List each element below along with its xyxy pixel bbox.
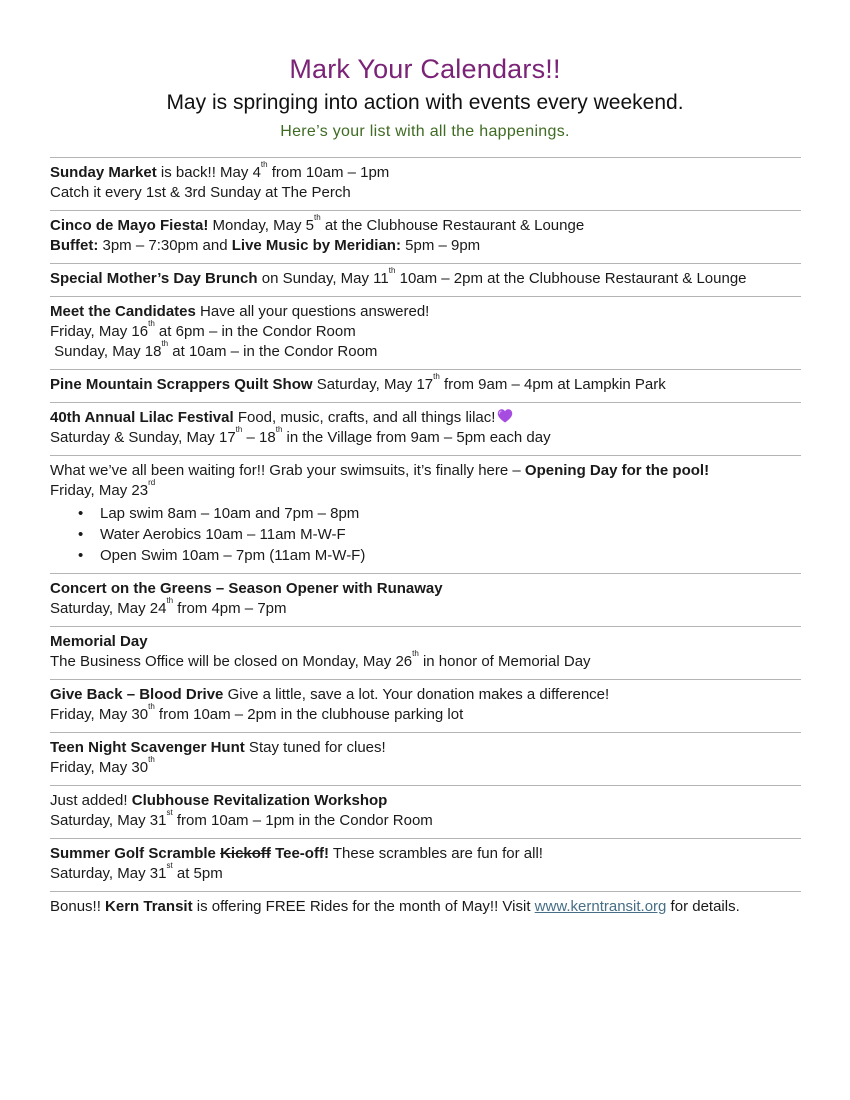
- pool-schedule-list: [50, 503, 801, 566]
- buffet-label: Buffet:: [50, 237, 99, 254]
- event-line: [50, 425, 801, 448]
- event-name-suffix: Tee-off!: [270, 845, 329, 862]
- event-text: – 18: [242, 429, 276, 446]
- list-item: • Water Aerobics 10am – 11am M-W-F: [100, 524, 801, 545]
- event-text: Give a little, save a lot. Your donation makes a difference!: [223, 686, 610, 703]
- event-name: Special Mother’s Day Brunch: [50, 270, 258, 287]
- event-line: [50, 213, 801, 236]
- event-text: at 5pm: [172, 865, 223, 882]
- event-name: Concert on the Greens – Season Opener with Runaway: [50, 580, 443, 597]
- event-text: in honor of Memorial Day: [418, 653, 591, 670]
- event-text: from 10am – 1pm in the Condor Room: [172, 812, 433, 829]
- event-line: [50, 596, 801, 619]
- event-name: Teen Night Scavenger Hunt: [50, 739, 245, 756]
- event-text: The Business Office will be closed on Monday, May 26: [50, 653, 413, 670]
- list-item: • Open Swim 10am – 7pm (11am M-W-F): [100, 545, 801, 566]
- event-pool-opening: [50, 455, 801, 573]
- event-line: [50, 755, 801, 778]
- event-text: at 10am – in the Condor Room: [168, 343, 378, 360]
- event-text: 3pm – 7:30pm and: [98, 237, 232, 254]
- event-line: [50, 649, 801, 672]
- ordinal-suffix: th: [433, 372, 440, 381]
- music-label: Live Music by Meridian:: [231, 237, 401, 254]
- event-name: 40th Annual Lilac Festival: [50, 409, 234, 426]
- ordinal-suffix: th: [388, 266, 396, 275]
- event-list: [50, 157, 801, 924]
- event-name: Opening Day for the pool!: [524, 462, 710, 479]
- event-line: [50, 738, 801, 758]
- event-memorial-day: [50, 626, 801, 679]
- event-text: Stay tuned for clues!: [244, 739, 386, 756]
- event-line: [50, 844, 801, 864]
- event-line: [50, 579, 801, 599]
- ordinal-suffix: st: [166, 861, 173, 870]
- event-line: [50, 897, 801, 917]
- event-name: Kern Transit: [105, 898, 193, 915]
- event-text: Just added!: [50, 792, 132, 809]
- event-text: Sunday, May 18: [50, 343, 162, 360]
- event-mothers-day-brunch: [50, 263, 801, 296]
- event-text: Saturday, May 17: [312, 376, 434, 393]
- event-line: [50, 408, 801, 428]
- event-text: on Sunday, May 11: [257, 270, 389, 287]
- event-text: 5pm – 9pm: [400, 237, 481, 254]
- event-text: Friday, May 30: [50, 706, 149, 723]
- event-text: Saturday, May 31: [50, 865, 167, 882]
- header: [0, 52, 850, 144]
- event-line: [50, 685, 801, 705]
- event-lilac-festival: [50, 402, 801, 455]
- event-text: is back!! May 4: [156, 164, 261, 181]
- event-line: [50, 702, 801, 725]
- event-text: Monday, May 5: [208, 217, 314, 234]
- event-text: What we’ve all been waiting for!! Grab your swimsuits, it’s finally here –: [50, 462, 525, 479]
- event-concert-on-the-greens: [50, 573, 801, 626]
- ordinal-suffix: rd: [148, 478, 156, 487]
- ordinal-suffix: th: [260, 160, 268, 169]
- event-text: Food, music, crafts, and all things lilac!: [233, 409, 496, 426]
- event-sunday-market: [50, 157, 801, 210]
- event-line: [50, 461, 801, 481]
- event-text: Have all your questions answered!: [195, 303, 430, 320]
- event-text: at the Clubhouse Restaurant & Lounge: [320, 217, 585, 234]
- event-name: Memorial Day: [50, 633, 148, 650]
- ordinal-suffix: th: [235, 425, 243, 434]
- ordinal-suffix: th: [412, 649, 419, 658]
- event-name: Meet the Candidates: [50, 303, 196, 320]
- event-quilt-show: [50, 369, 801, 402]
- ordinal-suffix: th: [313, 213, 321, 222]
- event-line: [50, 478, 801, 501]
- event-text: for details.: [666, 898, 740, 915]
- event-line: [50, 791, 801, 811]
- page-title: Mark Your Calendars!!: [289, 54, 561, 84]
- purple-heart-icon: [497, 408, 513, 424]
- event-line: [50, 808, 801, 831]
- event-name: Pine Mountain Scrappers Quilt Show: [50, 376, 313, 393]
- event-name: Sunday Market: [50, 164, 157, 181]
- event-text: from 10am – 2pm in the clubhouse parking lot: [154, 706, 464, 723]
- event-text: Saturday, May 24: [50, 600, 167, 617]
- event-text: Saturday, May 31: [50, 812, 167, 829]
- event-text: These scrambles are fun for all!: [328, 845, 543, 862]
- event-text: 10am – 2pm at the Clubhouse Restaurant & Lounge: [395, 270, 747, 287]
- event-line: [50, 160, 801, 183]
- event-meet-the-candidates: [50, 296, 801, 369]
- event-line: [50, 632, 801, 652]
- ordinal-suffix: st: [166, 808, 173, 817]
- event-name: Cinco de Mayo Fiesta!: [50, 217, 209, 234]
- event-line: [50, 861, 801, 884]
- event-text: Friday, May 16: [50, 323, 149, 340]
- event-name: Clubhouse Revitalization Workshop: [131, 792, 388, 809]
- event-kern-transit: [50, 891, 801, 924]
- event-text: is offering FREE Rides for the month of May!! Visit: [192, 898, 535, 915]
- event-text: Bonus!!: [50, 898, 106, 915]
- event-line: [50, 339, 801, 362]
- event-scavenger-hunt: [50, 732, 801, 785]
- page-tagline: Here’s your list with all the happenings.: [280, 123, 570, 140]
- event-detail: Catch it every 1st & 3rd Sunday at The Perch: [50, 184, 351, 201]
- kern-transit-link[interactable]: www.kerntransit.org: [534, 898, 667, 915]
- event-text: Saturday & Sunday, May 17: [50, 429, 236, 446]
- event-line: [50, 266, 801, 289]
- ordinal-suffix: th: [148, 755, 155, 764]
- ordinal-suffix: th: [275, 425, 283, 434]
- event-text: Friday, May 23: [50, 482, 149, 499]
- event-cinco-de-mayo: [50, 210, 801, 263]
- event-blood-drive: [50, 679, 801, 732]
- ordinal-suffix: th: [148, 702, 155, 711]
- event-text: from 9am – 4pm at Lampkin Park: [439, 376, 666, 393]
- event-line: [50, 372, 801, 395]
- event-name: Summer Golf Scramble: [50, 845, 221, 862]
- event-line: [50, 302, 801, 322]
- event-text: from 10am – 1pm: [267, 164, 390, 181]
- event-line: [50, 236, 801, 256]
- event-revitalization-workshop: [50, 785, 801, 838]
- event-text: Friday, May 30: [50, 759, 149, 776]
- event-text: in the Village from 9am – 5pm each day: [282, 429, 551, 446]
- event-name: Give Back – Blood Drive: [50, 686, 224, 703]
- ordinal-suffix: th: [148, 319, 155, 328]
- event-text: from 4pm – 7pm: [173, 600, 287, 617]
- list-item: • Lap swim 8am – 10am and 7pm – 8pm: [100, 503, 801, 524]
- page-subtitle: May is springing into action with events every weekend.: [166, 91, 684, 114]
- event-text: at 6pm – in the Condor Room: [154, 323, 356, 340]
- event-golf-scramble: [50, 838, 801, 891]
- ordinal-suffix: th: [166, 596, 174, 605]
- struck-text: Kickoff: [220, 845, 271, 862]
- ordinal-suffix: th: [161, 339, 169, 348]
